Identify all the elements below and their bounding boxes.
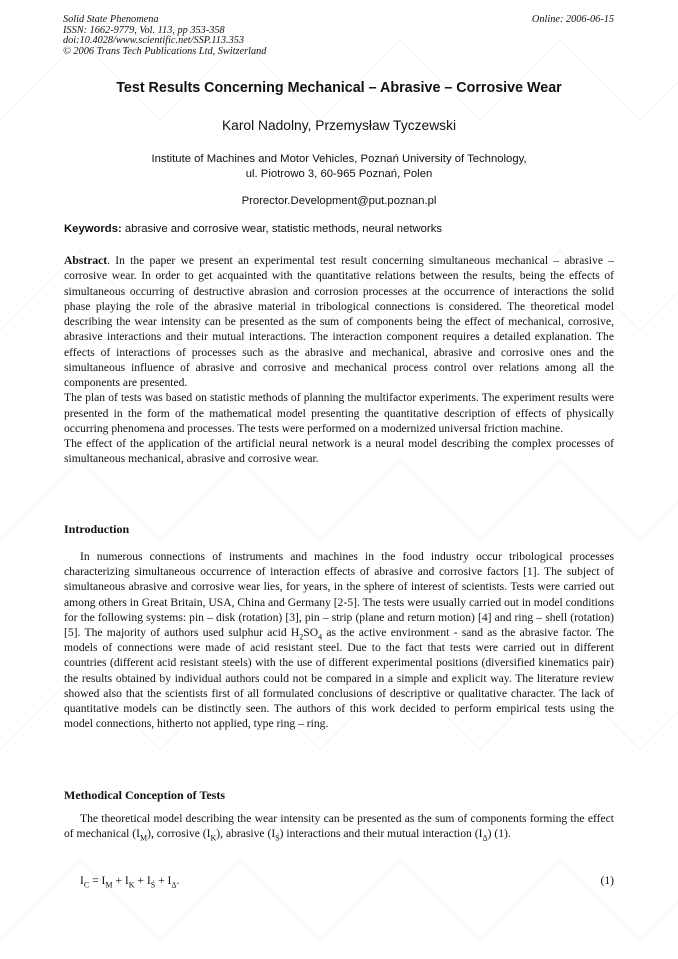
intro-sub-2: 4 xyxy=(318,632,323,642)
equation-number: (1) xyxy=(600,874,614,887)
eq-sub-k: K xyxy=(128,880,135,890)
affiliation-line-1: Institute of Machines and Motor Vehicles, Poznań University of Technology, xyxy=(151,153,527,165)
issn-line: ISSN: 1662-9779, Vol. 113, pp 353-358 xyxy=(63,24,225,36)
abstract-text-1: . In the paper we present an experimental test result concerning simultaneous mechanical – abrasive – corrosive wear. In order to get acquainted with the quantitative relations between the results, being the effects of simultaneous occurring of destructive abrasion and corrosion processes at the occurrence of interactions the solid phase playing the role of the abrasive material in tribological connections is considered. The theoretical model describing the wear intensity can be presented as the sum of components being the effect of mechanical, corrosive, abrasive interactions and their mutual interactions. The interaction component requires a detailed explanation. The effects of interactions of processes such as the abrasive and mechanical, abrasive and corrosive ones and the simultaneous influence of abrasive and corrosive and mechanical process control over relations among all the components are presented. xyxy=(64,254,614,389)
eq-sub-m: M xyxy=(105,880,113,890)
eq-plus-2: + I xyxy=(134,874,151,887)
meth-text-5: ) (1). xyxy=(487,827,511,841)
meth-text-3: ), abrasive (I xyxy=(216,827,276,841)
meth-sub-4: Δ xyxy=(482,833,488,843)
affiliation-line-2: ul. Piotrowo 3, 60-965 Poznań, Polen xyxy=(245,168,433,180)
journal-name: Solid State Phenomena xyxy=(63,14,159,25)
copyright-line: © 2006 Trans Tech Publications Ltd, Switzerland xyxy=(63,45,267,57)
eq-plus-1: + I xyxy=(112,874,129,887)
affiliation xyxy=(0,152,678,182)
equation-1 xyxy=(80,874,180,890)
keywords xyxy=(64,223,614,235)
eq-sub-c: C xyxy=(83,880,90,890)
introduction-paragraph xyxy=(64,549,614,731)
online-date: Online: 2006-06-15 xyxy=(531,14,614,25)
abstract xyxy=(64,253,614,467)
meth-sub-1: M xyxy=(139,833,148,843)
methodical-heading: Methodical Conception of Tests xyxy=(64,788,226,802)
eq-end: . xyxy=(176,874,180,887)
eq-sub-d: Δ xyxy=(171,880,177,890)
author-list: Karol Nadolny, Przemysław Tyczewski xyxy=(221,118,457,133)
abstract-label: Abstract xyxy=(64,254,108,267)
eq-i: I xyxy=(80,874,84,887)
intro-text-a: In numerous connections of instruments and machines in the food industry occur tribological processes characterizing simultaneous occurrence of interaction effects of abrasive and corrosive factors [1]. The subject of simultaneous abrasive and corrosive wear lies, for years, in the sphere of interest of scientists. Tests were carried out among others in Great Britain, USA, China and Germany [2-5]. The tests were usually carried out in model conditions for the following systems: pin – disk (rotation) [3], pin – strip (plane and return motion) [4] and ring – shell (rotation) [5]. The majority of authors used sulphur acid H xyxy=(64,550,614,640)
intro-text-b: SO xyxy=(303,626,319,640)
eq-sub-s: Ś xyxy=(150,880,156,890)
introduction-heading: Introduction xyxy=(64,522,130,536)
intro-text-c: as the active environment - sand as the abrasive factor. The models of connections were made of acid resistant steel. Due to the fact that tests were carried out in different countries (different acid resistant steels) with the use of different experimental positions (diversified kinematics pair) the results obtained by individual authors could not be compared in a simple and explicit way. The literature review showed also that the scientists first of all formulated conclusions of descriptive or qualitative character. The lack of quantitative models can be distinctly seen. The authors of this work decided to perform empirical tests using the model connections, hitherto not applied, type ring – ring. xyxy=(64,626,614,731)
eq-equals: = I xyxy=(89,874,106,887)
keywords-label: Keywords: xyxy=(64,223,122,235)
meth-text-1: The theoretical model describing the wear intensity can be presented as the sum of components forming the effect of mechanical (I xyxy=(64,812,614,841)
meth-sub-2: K xyxy=(210,833,217,843)
methodical-paragraph xyxy=(64,811,614,841)
paper-title: Test Results Concerning Mechanical – Abrasive – Corrosive Wear xyxy=(116,80,562,96)
intro-sub-1: 2 xyxy=(299,632,304,642)
doi-line[interactable]: doi:10.4028/www.scientific.net/SSP.113.353 xyxy=(63,35,245,47)
contact-email[interactable]: Prorector.Development@put.poznan.pl xyxy=(241,195,437,207)
meth-text-4: ) interactions and their mutual interaction (I xyxy=(279,827,483,841)
abstract-paragraph-2: The plan of tests was based on statistic methods of planning the multifactor experiments. The experiment results were presented in the form of the mathematical model presenting the quantitative description of effects of physically occurring phenomena and processes. The tests were performed on a modernized universal friction machine. xyxy=(64,391,614,435)
journal-header xyxy=(63,15,266,57)
abstract-paragraph-1 xyxy=(64,253,614,390)
eq-plus-3: + I xyxy=(155,874,172,887)
abstract-paragraph-3: The effect of the application of the artificial neural network is a neural model describing the complex processes of simultaneous mechanical, abrasive and corrosive wear. xyxy=(64,437,614,466)
keywords-text: abrasive and corrosive wear, statistic methods, neural networks xyxy=(121,223,442,235)
meth-sub-3: Ś xyxy=(275,833,280,843)
meth-text-2: ), corrosive (I xyxy=(147,827,211,841)
